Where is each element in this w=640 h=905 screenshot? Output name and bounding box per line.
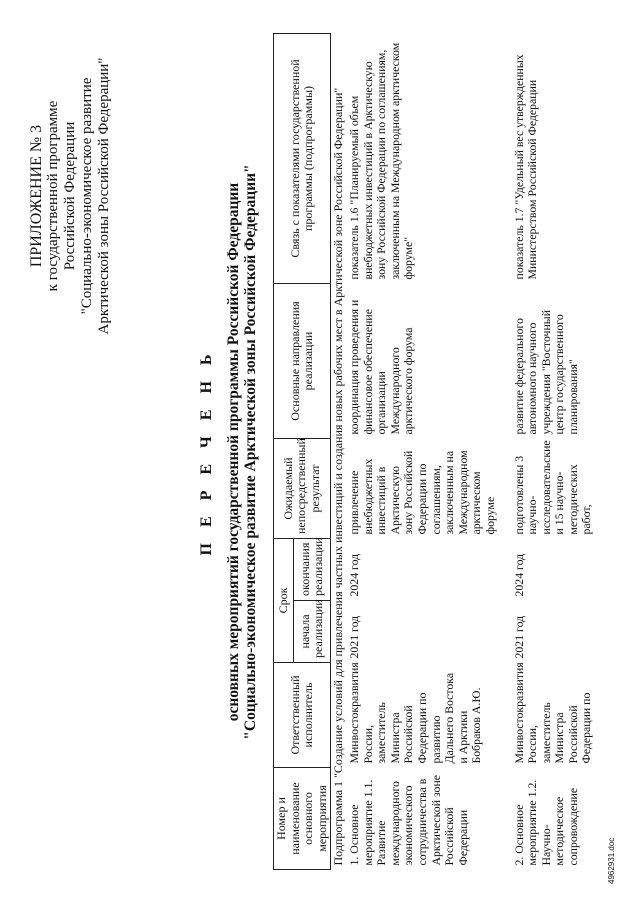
cell-link: показатель 1.7 "Удельный вес утвержденных Министерством Российской Федерации (511, 54, 540, 280)
cell-start: 2021 год (511, 615, 526, 659)
appendix-block (28, 46, 113, 346)
document-title-line2: "Социально-экономическое развитие Арктической зоны Российской Федерации" (242, 164, 259, 740)
appendix-line: Российской Федерации (62, 121, 78, 271)
cell-directions: координация проведения и финансовое обеспечение организации Международного арктического форума (346, 299, 416, 435)
appendix-number: ПРИЛОЖЕНИЕ № 3 (28, 124, 45, 268)
subprogram-title: Подпрограмма 1 "Создание условий для привлечения частных инвестиций и создания новых рабочих мест в Арктической зоне Российской Федерации" (331, 87, 346, 866)
header-measure: Номер и наименование основного мероприятия (274, 768, 331, 870)
document-title-line1: основных мероприятий государственной программы Российской Федерации (225, 182, 242, 722)
header-executor: Ответственный исполнитель (274, 663, 331, 768)
table-row (347, 34, 499, 870)
document-title (225, 12, 259, 892)
cell-end: 2024 год (346, 553, 361, 597)
cell-executor: Минвостокразвития России, заместитель Министра Российской Федерации по развитию Дальнего Востока и Арктики Бобраков А.Ю. (346, 662, 484, 764)
document-file-id: 4962931.doc (607, 837, 616, 884)
cell-directions: развитие федерального автономного научного учреждения "Восточный центр государственного планирования" (511, 309, 580, 435)
cell-link: показатель 1.6 "Планируемый объем внебюджетных инвестиций в Арктическую зону Российской Федерации по соглашениям, заключенным на Международном арктическом форуме" (346, 42, 416, 280)
header-end: окончания реализации (294, 539, 331, 601)
appendix-line: Арктической зоны Российской Федерации" (96, 57, 112, 335)
cell-measure (347, 768, 499, 870)
table-row (499, 34, 596, 870)
row-measure-name: Основное мероприятие 1.1. Развитие международного экономического сотрудничества в Арктической зоне Российской Федерации (346, 775, 470, 866)
header-start: начала реализации (294, 601, 331, 663)
appendix-line: "Социально-экономическое развитие (79, 77, 95, 315)
header-result: Ожидаемый непосредственный результат (274, 439, 331, 539)
cell-start: 2021 год (346, 615, 361, 659)
cell-executor: Минвостокразвития России, заместитель Министра Российской Федерации по (511, 662, 594, 764)
cell-end: 2024 год (511, 553, 526, 597)
header-link: Связь с показателями государственной программы (подпрограммы) (274, 34, 331, 284)
document-heading: П Е Р Е Ч Е Н Ь (198, 348, 215, 556)
appendix-line: к государственной программе (45, 100, 61, 292)
row-number: 1. (346, 856, 361, 866)
row-number: 2. (511, 856, 526, 866)
measures-table (273, 33, 595, 870)
cell-result: привлечение внебюджетных инвестиций в Арктическую зону Российской Федерации по соглашениям, заключенным на Международном арктическом форуме (346, 450, 497, 535)
rotated-page (20, 12, 620, 892)
header-directions: Основные направления реализации (274, 284, 331, 439)
cell-measure (499, 768, 596, 870)
row-measure-name: Основное мероприятие 1.2. Научно-методическое сопровождение (511, 779, 580, 866)
header-term: Срок (274, 539, 294, 663)
cell-result: подготовлены 3 научно-исследовательские и 15 научно-методических работ, (511, 440, 594, 535)
